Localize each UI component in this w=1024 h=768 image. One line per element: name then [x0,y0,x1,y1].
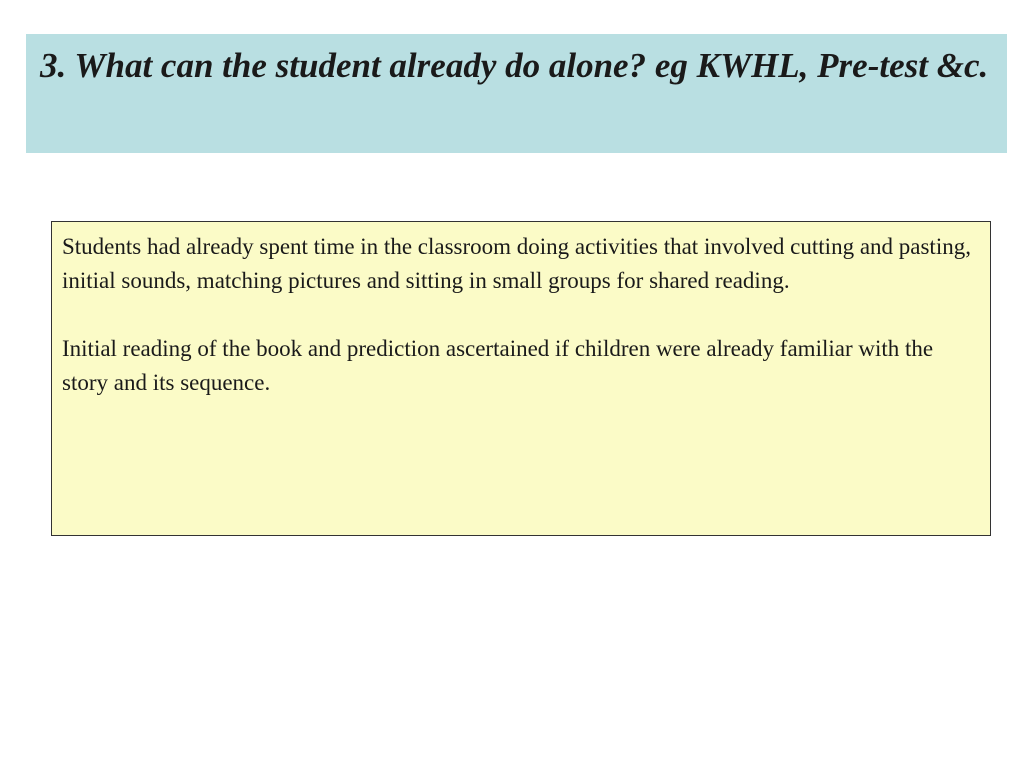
slide-title: 3. What can the student already do alone? eg KWHL, Pre-test &c. [40,46,989,85]
paragraph-prior-activities: Students had already spent time in the classroom doing activities that involved cutting and pasting, initial sounds, matching pictures and sitting in small groups for shared reading. [62,234,971,293]
content-box [51,221,991,536]
title-banner [26,34,1007,153]
paragraph-initial-reading: Initial reading of the book and prediction ascertained if children were already familiar with the story and its sequence. [62,336,934,395]
